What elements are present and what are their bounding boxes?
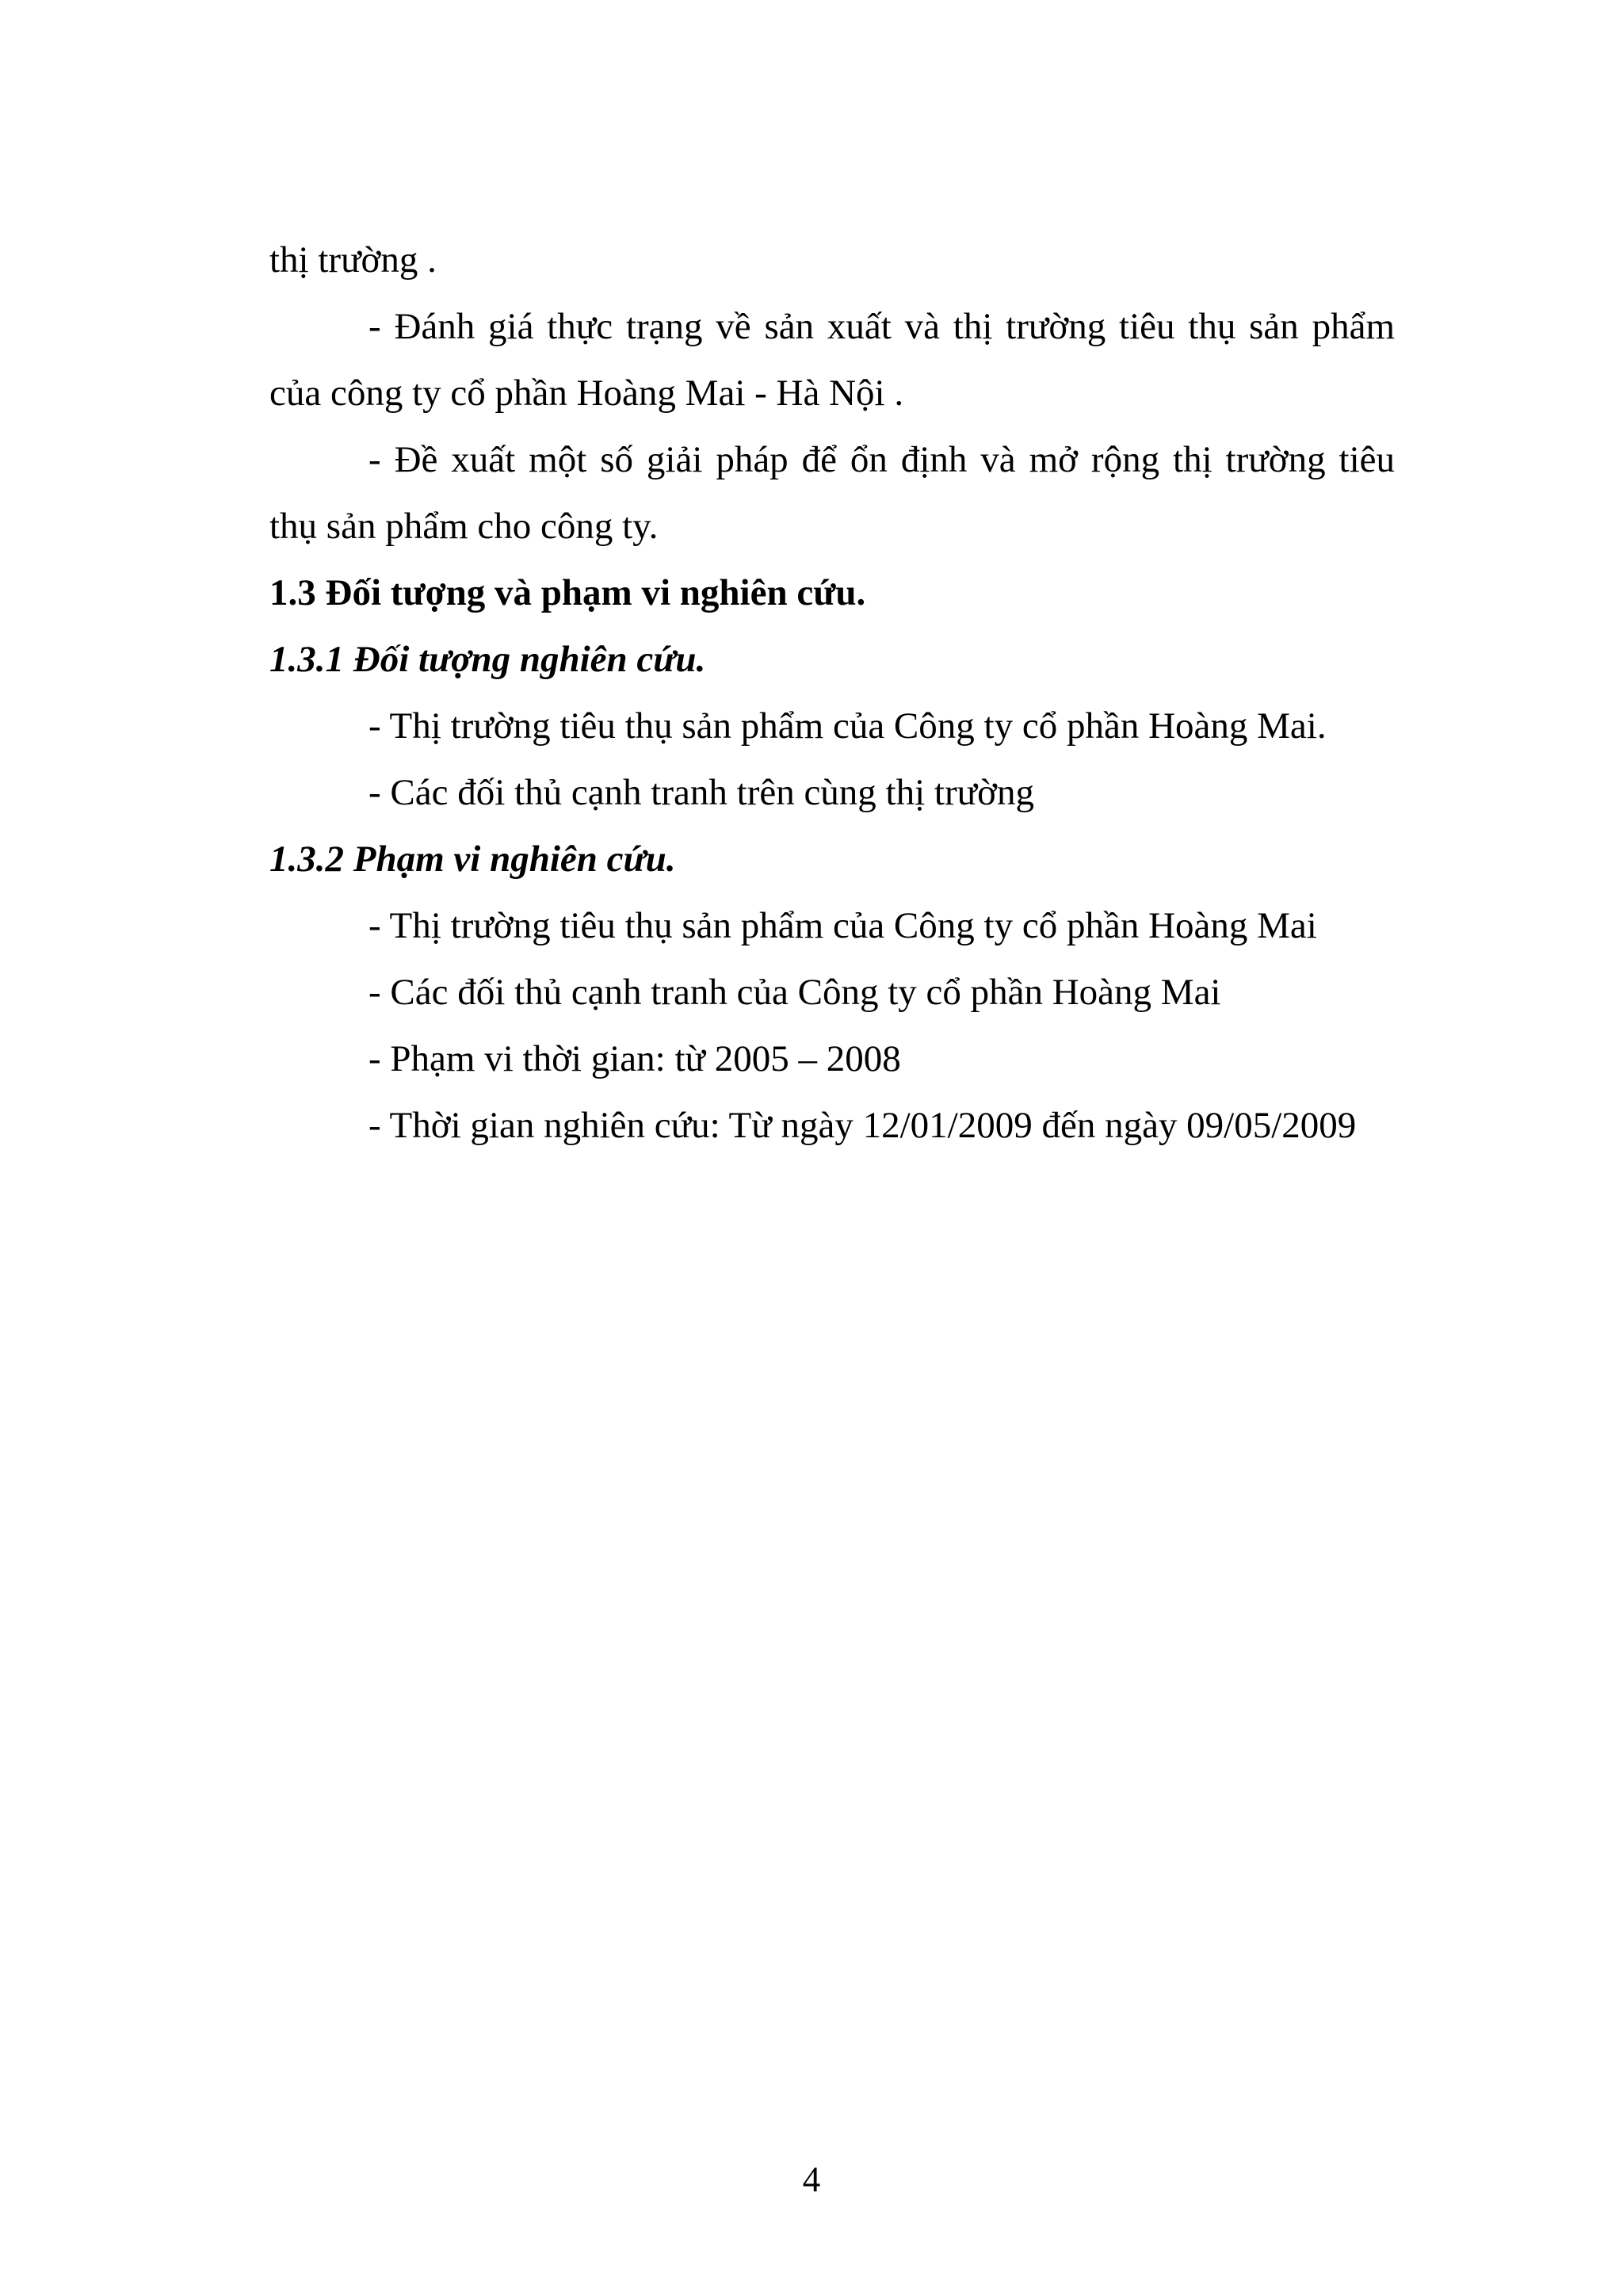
bullet-market-scope: - Thị trường tiêu thụ sản phẩm của Công ty cổ phần Hoàng Mai <box>369 905 1317 946</box>
page-number: 4 <box>802 2160 821 2199</box>
text-line-continuation: thị trường . <box>269 239 437 281</box>
bullet-market-object: - Thị trường tiêu thụ sản phẩm của Công ty cổ phần Hoàng Mai. <box>369 705 1327 747</box>
section-heading-1-3: 1.3 Đối tượng và phạm vi nghiên cứu. <box>269 572 866 613</box>
bullet-time-scope: - Phạm vi thời gian: từ 2005 – 2008 <box>369 1038 901 1079</box>
text-line-for-company: thụ sản phẩm cho công ty. <box>269 506 659 547</box>
subsection-heading-1-3-2: 1.3.2 Phạm vi nghiên cứu. <box>269 839 676 880</box>
page-content <box>269 227 1395 1159</box>
bullet-competitors-scope: - Các đối thủ cạnh tranh của Công ty cổ phần Hoàng Mai <box>369 972 1221 1013</box>
bullet-competitors-object: - Các đối thủ cạnh tranh trên cùng thị trường <box>369 772 1034 813</box>
bullet-evaluate-status: - Đánh giá thực trạng về sản xuất và thị trường tiêu thụ sản phẩm <box>369 306 1395 347</box>
bullet-propose-solutions: - Đề xuất một số giải pháp để ổn định và mở rộng thị trường tiêu <box>369 439 1395 480</box>
text-line-company-name: của công ty cổ phần Hoàng Mai - Hà Nội . <box>269 372 904 414</box>
bullet-research-period: - Thời gian nghiên cứu: Từ ngày 12/01/2009 đến ngày 09/05/2009 <box>369 1105 1357 1146</box>
subsection-heading-1-3-1: 1.3.1 Đối tượng nghiên cứu. <box>269 639 706 680</box>
